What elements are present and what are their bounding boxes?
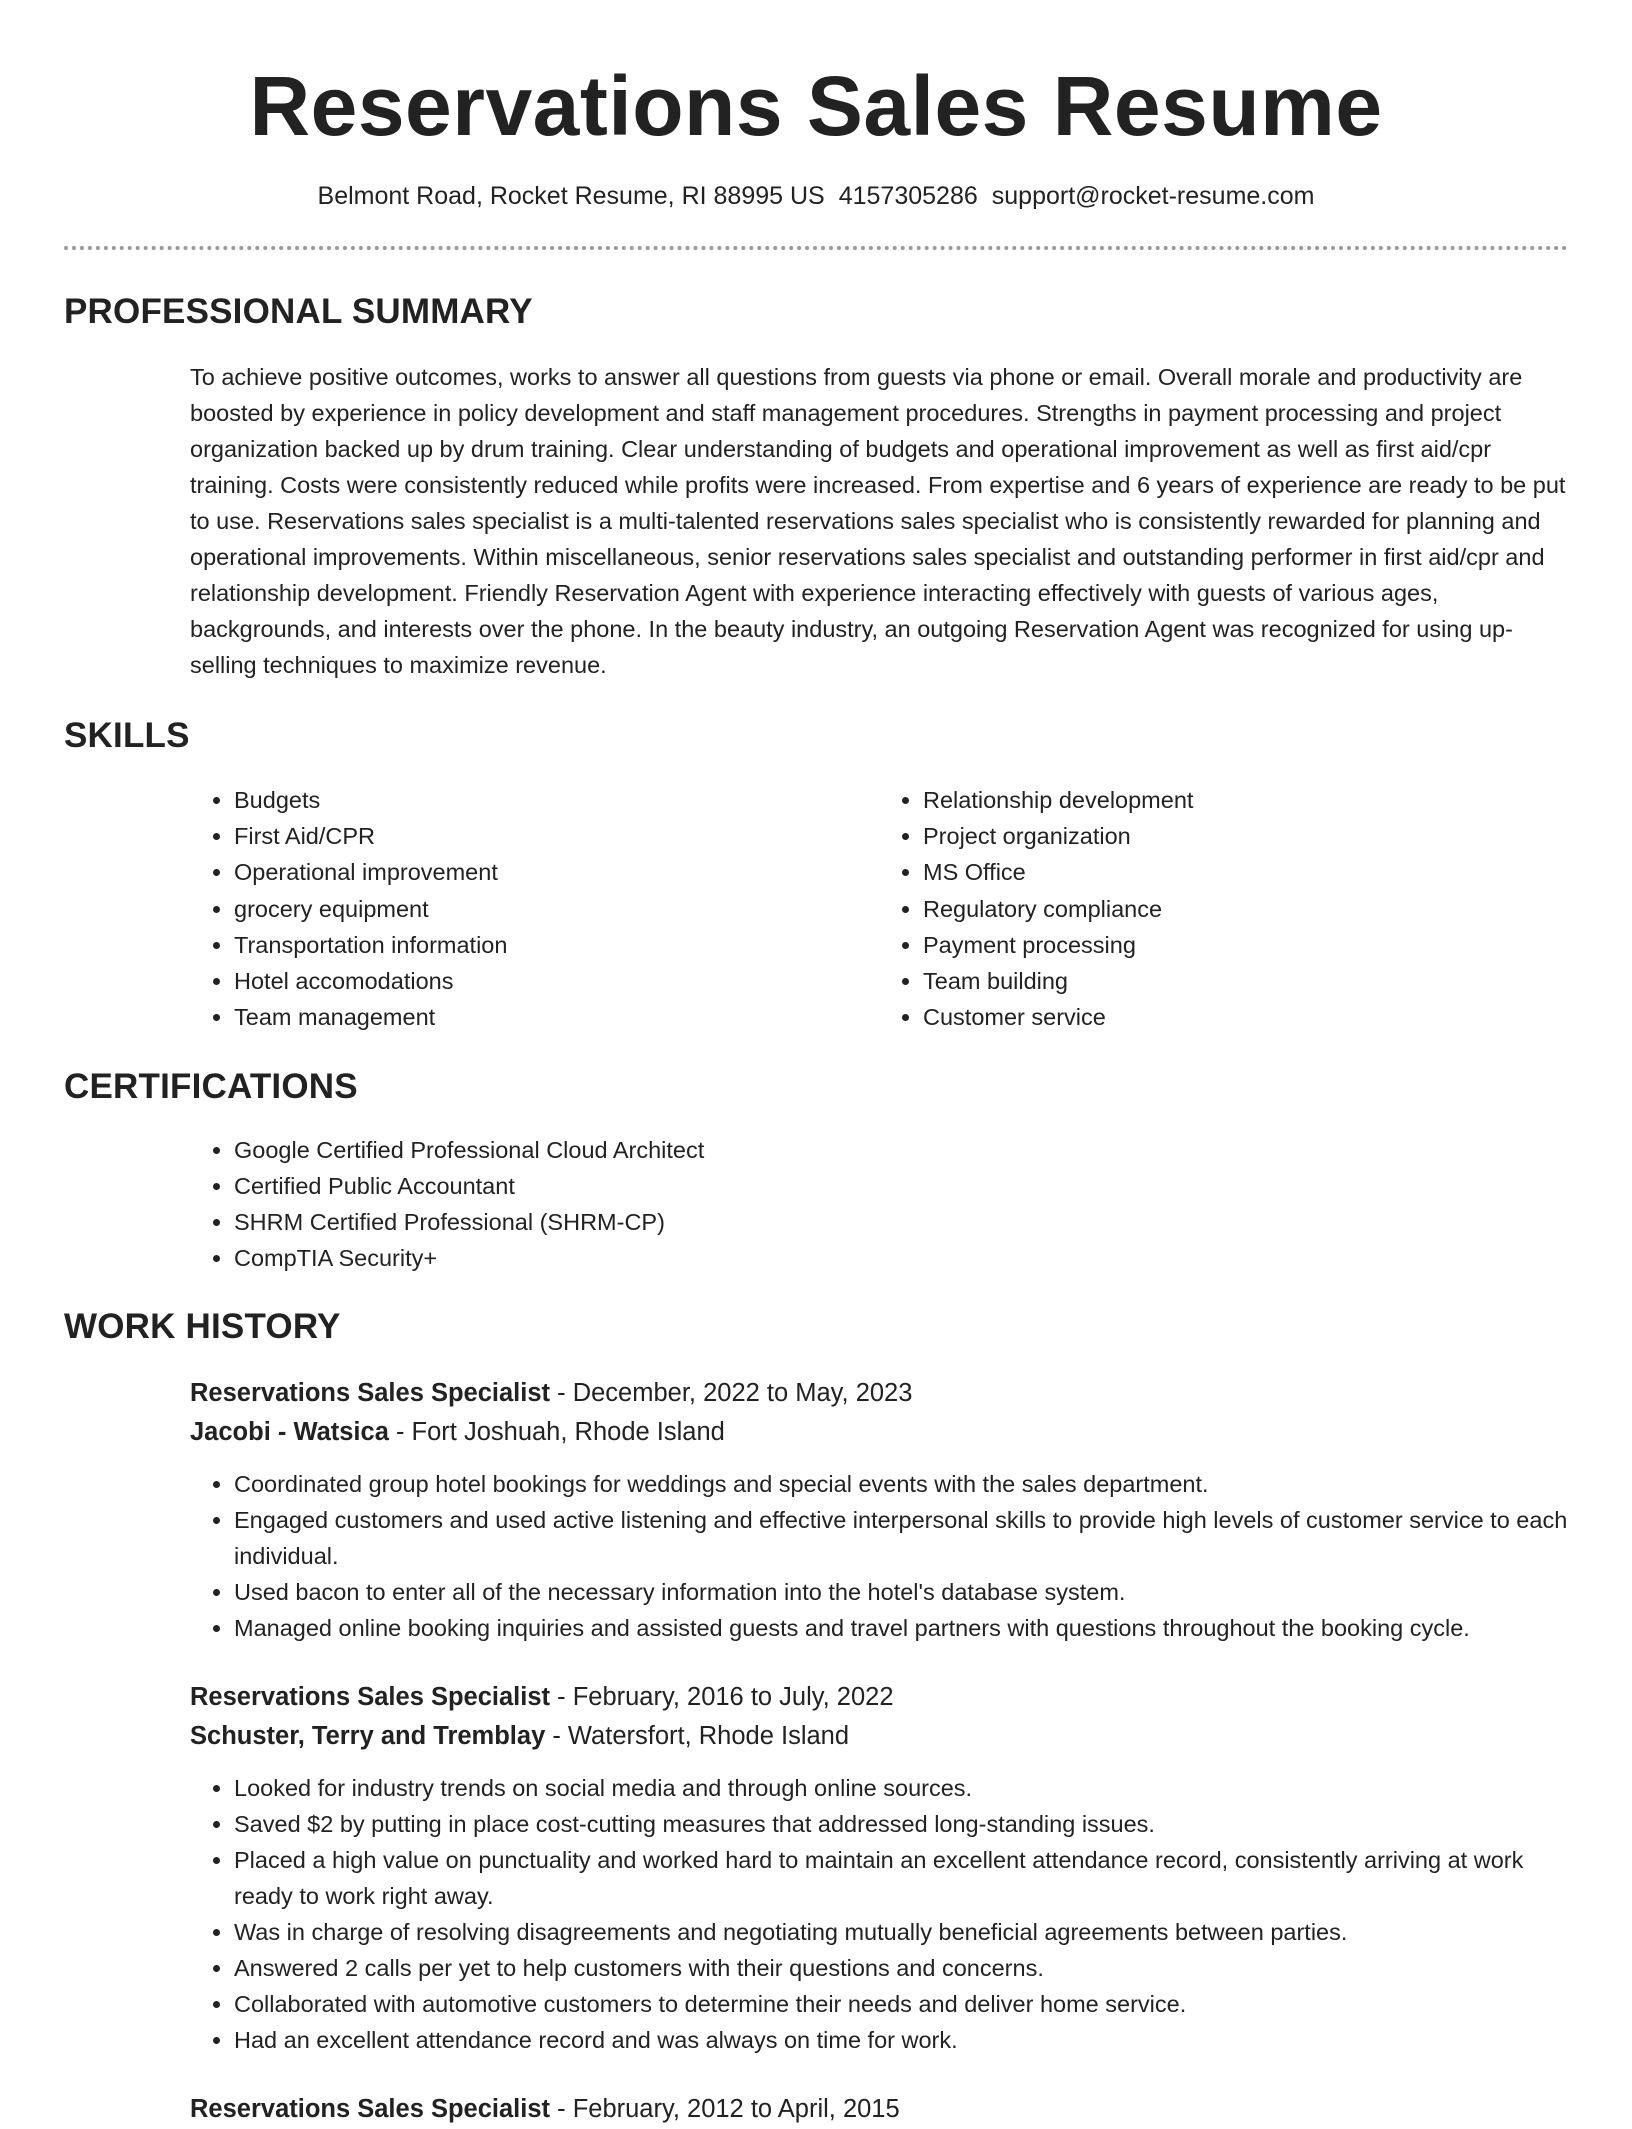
- contact-info: [64, 180, 1568, 212]
- contact-address: Belmont Road, Rocket Resume, RI 88995 US: [317, 182, 825, 210]
- job-title-line: [190, 1374, 1568, 1413]
- skill-item: • Hotel accomodations: [234, 963, 879, 999]
- job-location: - Watersfort, Rhode Island: [545, 1722, 850, 1751]
- job-bullet: • Had an excellent attendance record and was always on time for work.: [234, 2022, 1568, 2058]
- job-bullet: • Collaborated with automotive customers to determine their needs and deliver home service.: [234, 1986, 1568, 2022]
- work-history-heading: WORK HISTORY: [64, 1307, 341, 1347]
- skill-item: • Payment processing: [923, 927, 1568, 963]
- job-dates: - February, 2016 to July, 2022: [550, 1683, 894, 1712]
- skill-item: • Project organization: [923, 818, 1568, 854]
- certification-item: • Google Certified Professional Cloud Architect: [234, 1132, 1568, 1168]
- certification-item: • CompTIA Security+: [234, 1240, 1568, 1276]
- job-entry: [190, 2090, 1568, 2129]
- skill-item: • Team building: [923, 963, 1568, 999]
- job-dates: - December, 2022 to May, 2023: [550, 1379, 913, 1408]
- job-company-line: [190, 1717, 1568, 1756]
- job-company: Schuster, Terry and Tremblay: [190, 1722, 546, 1751]
- skill-item: • First Aid/CPR: [234, 818, 879, 854]
- job-bullet: • Answered 2 calls per yet to help customers with their questions and concerns.: [234, 1950, 1568, 1986]
- skills-list-right: [879, 782, 1568, 1035]
- job-title-line: [190, 2090, 1568, 2129]
- contact-phone: 4157305286: [838, 182, 978, 210]
- job-bullet-list: [190, 1770, 1568, 2058]
- job-location: - Fort Joshuah, Rhode Island: [388, 1418, 725, 1447]
- job-bullet: • Engaged customers and used active listening and effective interpersonal skills to provide high levels of customer service to each individual.: [234, 1502, 1568, 1574]
- skill-item: • Transportation information: [234, 927, 879, 963]
- job-bullet: • Placed a high value on punctuality and worked hard to maintain an excellent attendance record, consistently arriving at work ready to work right away.: [234, 1842, 1568, 1914]
- skill-item: • grocery equipment: [234, 891, 879, 927]
- job-bullet: • Coordinated group hotel bookings for weddings and special events with the sales department.: [234, 1466, 1568, 1502]
- summary-text: To achieve positive outcomes, works to answer all questions from guests via phone or email. Overall morale and productivity are boosted by experience in policy development and staff management procedures. Strengths in payment processing and project organization backed up by drum training. Clear understanding of budgets and operational improvement as well as first aid/cpr training. Costs were consistently reduced while profits were increased. From expertise and 6 years of experience are ready to be put to use. Reservations sales specialist is a multi-talented reservations sales specialist who is consistently rewarded for planning and operational improvements. Within miscellaneous, senior reservations sales specialist and outstanding performer in first aid/cpr and relationship development. Friendly Reservation Agent with experience interacting effectively with guests of various ages, backgrounds, and interests over the phone. In the beauty industry, an outgoing Reservation Agent was recognized for using up-selling techniques to maximize revenue.: [190, 364, 1566, 678]
- job-bullet: • Used bacon to enter all of the necessary information into the hotel's database system.: [234, 1574, 1568, 1610]
- header-divider: [64, 246, 1568, 250]
- skill-item: • Customer service: [923, 999, 1568, 1035]
- skills-list-left: [190, 782, 879, 1035]
- resume-title: Reservations Sales Resume: [249, 59, 1383, 153]
- contact-email: support@rocket-resume.com: [991, 182, 1315, 210]
- job-dates: - February, 2012 to April, 2015: [550, 2095, 900, 2124]
- job-role: Reservations Sales Specialist: [190, 2095, 551, 2124]
- job-role: Reservations Sales Specialist: [190, 1683, 551, 1712]
- skill-item: • Relationship development: [923, 782, 1568, 818]
- certifications-heading: CERTIFICATIONS: [64, 1067, 358, 1107]
- job-bullet: • Looked for industry trends on social media and through online sources.: [234, 1770, 1568, 1806]
- skill-item: • Operational improvement: [234, 854, 879, 890]
- job-bullet: • Saved $2 by putting in place cost-cutting measures that addressed long-standing issues.: [234, 1806, 1568, 1842]
- job-bullet: • Was in charge of resolving disagreements and negotiating mutually beneficial agreements between parties.: [234, 1914, 1568, 1950]
- skill-item: • Regulatory compliance: [923, 891, 1568, 927]
- summary-heading: PROFESSIONAL SUMMARY: [64, 292, 533, 331]
- job-entry: [190, 1374, 1568, 1452]
- job-entry: [190, 1678, 1568, 1756]
- certification-item: • SHRM Certified Professional (SHRM-CP): [234, 1204, 1568, 1240]
- skill-item: • Team management: [234, 999, 879, 1035]
- skill-item: • MS Office: [923, 854, 1568, 890]
- job-bullet-list: [190, 1466, 1568, 1646]
- job-bullet: • Managed online booking inquiries and assisted guests and travel partners with questions throughout the booking cycle.: [234, 1610, 1568, 1646]
- job-role: Reservations Sales Specialist: [190, 1379, 551, 1408]
- skills-heading: SKILLS: [64, 716, 190, 755]
- certifications-list: [190, 1132, 1568, 1276]
- skills-columns: [190, 782, 1568, 1035]
- job-company: Jacobi - Watsica: [190, 1418, 389, 1447]
- job-company-line: [190, 1413, 1568, 1452]
- skill-item: • Budgets: [234, 782, 879, 818]
- job-title-line: [190, 1678, 1568, 1717]
- certification-item: • Certified Public Accountant: [234, 1168, 1568, 1204]
